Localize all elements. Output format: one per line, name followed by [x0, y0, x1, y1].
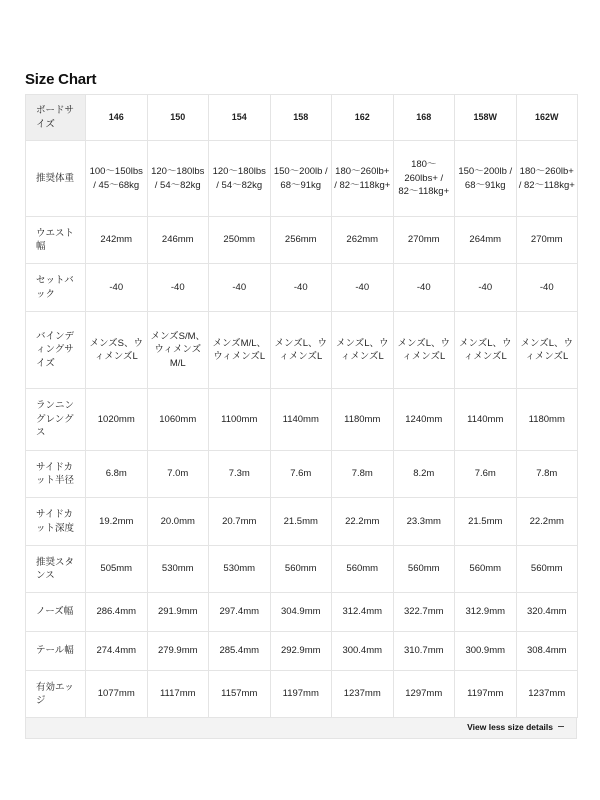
- table-cell: 242mm: [86, 217, 148, 264]
- table-cell: 7.8m: [332, 451, 394, 498]
- table-cell: 1180mm: [516, 389, 578, 451]
- table-cell: 20.0mm: [147, 498, 209, 546]
- table-cell: 285.4mm: [209, 632, 271, 671]
- table-cell: 246mm: [147, 217, 209, 264]
- table-cell: 264mm: [455, 217, 517, 264]
- row-label: サイドカット半径: [26, 451, 86, 498]
- table-cell: 262mm: [332, 217, 394, 264]
- table-cell: 560mm: [516, 546, 578, 593]
- table-row: [26, 217, 578, 264]
- size-header: 150: [147, 95, 209, 141]
- table-cell: -40: [455, 264, 517, 312]
- table-cell: 180〜260lbs+ / 82〜118kg+: [393, 141, 455, 217]
- table-cell: 150〜200lb / 68〜91kg: [270, 141, 332, 217]
- table-cell: 320.4mm: [516, 593, 578, 632]
- table-cell: 180〜260lb+ / 82〜118kg+: [332, 141, 394, 217]
- table-cell: 1140mm: [270, 389, 332, 451]
- table-cell: 292.9mm: [270, 632, 332, 671]
- table-cell: 505mm: [86, 546, 148, 593]
- table-cell: 22.2mm: [516, 498, 578, 546]
- table-row: [26, 264, 578, 312]
- table-cell: 300.9mm: [455, 632, 517, 671]
- table-cell: 270mm: [516, 217, 578, 264]
- table-cell: 180〜260lb+ / 82〜118kg+: [516, 141, 578, 217]
- minus-icon: [558, 726, 564, 727]
- table-cell: 120〜180lbs / 54〜82kg: [147, 141, 209, 217]
- table-row: [26, 312, 578, 389]
- table-cell: 308.4mm: [516, 632, 578, 671]
- row-label: ランニングレングス: [26, 389, 86, 451]
- table-cell: 274.4mm: [86, 632, 148, 671]
- row-label: セットバック: [26, 264, 86, 312]
- size-header: 154: [209, 95, 271, 141]
- table-cell: 1237mm: [516, 671, 578, 718]
- table-cell: 21.5mm: [270, 498, 332, 546]
- table-cell: 300.4mm: [332, 632, 394, 671]
- table-cell: 1060mm: [147, 389, 209, 451]
- row-label: ウエスト幅: [26, 217, 86, 264]
- table-cell: -40: [516, 264, 578, 312]
- table-cell: 291.9mm: [147, 593, 209, 632]
- table-cell: 1077mm: [86, 671, 148, 718]
- table-cell: -40: [147, 264, 209, 312]
- table-cell: 312.9mm: [455, 593, 517, 632]
- table-cell: 256mm: [270, 217, 332, 264]
- table-cell: 1020mm: [86, 389, 148, 451]
- table-cell: 150〜200lb / 68〜91kg: [455, 141, 517, 217]
- table-cell: -40: [393, 264, 455, 312]
- table-cell: 19.2mm: [86, 498, 148, 546]
- row-label: バインディングサイズ: [26, 312, 86, 389]
- table-cell: 322.7mm: [393, 593, 455, 632]
- table-cell: 7.8m: [516, 451, 578, 498]
- table-cell: メンズL、ウィメンズL: [270, 312, 332, 389]
- table-cell: 286.4mm: [86, 593, 148, 632]
- table-row: [26, 593, 578, 632]
- table-cell: 8.2m: [393, 451, 455, 498]
- table-cell: 1240mm: [393, 389, 455, 451]
- table-row: [26, 546, 578, 593]
- row-label: ノーズ幅: [26, 593, 86, 632]
- view-less-label: View less size details: [467, 722, 553, 732]
- size-chart-title: Size Chart: [25, 71, 97, 88]
- table-row: [26, 671, 578, 718]
- table-row: [26, 632, 578, 671]
- table-cell: メンズL、ウィメンズL: [516, 312, 578, 389]
- table-cell: メンズS、ウィメンズL: [86, 312, 148, 389]
- size-header: 162: [332, 95, 394, 141]
- table-cell: 304.9mm: [270, 593, 332, 632]
- table-cell: 120〜180lbs / 54〜82kg: [209, 141, 271, 217]
- table-cell: 530mm: [147, 546, 209, 593]
- row-label: テール幅: [26, 632, 86, 671]
- row-label: 推奨体重: [26, 141, 86, 217]
- table-cell: メンズM/L、ウィメンズL: [209, 312, 271, 389]
- table-cell: 7.3m: [209, 451, 271, 498]
- table-cell: 1180mm: [332, 389, 394, 451]
- view-less-size-details-button[interactable]: [467, 722, 564, 732]
- table-cell: 1117mm: [147, 671, 209, 718]
- table-header-row: [26, 95, 578, 141]
- table-cell: 1140mm: [455, 389, 517, 451]
- table-row: [26, 498, 578, 546]
- size-header: 146: [86, 95, 148, 141]
- row-label: 有効エッジ: [26, 671, 86, 718]
- table-cell: 560mm: [270, 546, 332, 593]
- table-cell: 1237mm: [332, 671, 394, 718]
- table-cell: 1197mm: [270, 671, 332, 718]
- table-cell: 310.7mm: [393, 632, 455, 671]
- table-cell: 297.4mm: [209, 593, 271, 632]
- table-cell: 7.0m: [147, 451, 209, 498]
- table-row: [26, 451, 578, 498]
- table-cell: 279.9mm: [147, 632, 209, 671]
- row-label: 推奨スタンス: [26, 546, 86, 593]
- table-cell: 560mm: [393, 546, 455, 593]
- table-cell: -40: [86, 264, 148, 312]
- table-cell: -40: [332, 264, 394, 312]
- table-row: [26, 141, 578, 217]
- table-cell: -40: [209, 264, 271, 312]
- table-cell: 560mm: [332, 546, 394, 593]
- table-cell: 1100mm: [209, 389, 271, 451]
- table-cell: 1297mm: [393, 671, 455, 718]
- table-cell: 22.2mm: [332, 498, 394, 546]
- table-cell: 530mm: [209, 546, 271, 593]
- size-header: 162W: [516, 95, 578, 141]
- size-header: 158W: [455, 95, 517, 141]
- table-cell: メンズL、ウィメンズL: [455, 312, 517, 389]
- table-cell: 100〜150lbs / 45〜68kg: [86, 141, 148, 217]
- table-cell: 312.4mm: [332, 593, 394, 632]
- table-cell: 7.6m: [270, 451, 332, 498]
- table-row: [26, 389, 578, 451]
- table-cell: 23.3mm: [393, 498, 455, 546]
- row-label: サイドカット深度: [26, 498, 86, 546]
- table-cell: 270mm: [393, 217, 455, 264]
- table-cell: 1157mm: [209, 671, 271, 718]
- size-header: 158: [270, 95, 332, 141]
- size-chart: [25, 94, 577, 739]
- table-cell: 6.8m: [86, 451, 148, 498]
- table-cell: メンズL、ウィメンズL: [393, 312, 455, 389]
- table-cell: 21.5mm: [455, 498, 517, 546]
- table-cell: 560mm: [455, 546, 517, 593]
- board-size-header: ボードサイズ: [26, 95, 86, 141]
- table-cell: -40: [270, 264, 332, 312]
- table-cell: 7.6m: [455, 451, 517, 498]
- size-table: [25, 94, 578, 718]
- size-header: 168: [393, 95, 455, 141]
- table-cell: 20.7mm: [209, 498, 271, 546]
- table-cell: メンズL、ウィメンズL: [332, 312, 394, 389]
- size-chart-footer: [25, 718, 577, 739]
- table-cell: メンズS/M、ウィメンズM/L: [147, 312, 209, 389]
- table-cell: 1197mm: [455, 671, 517, 718]
- table-cell: 250mm: [209, 217, 271, 264]
